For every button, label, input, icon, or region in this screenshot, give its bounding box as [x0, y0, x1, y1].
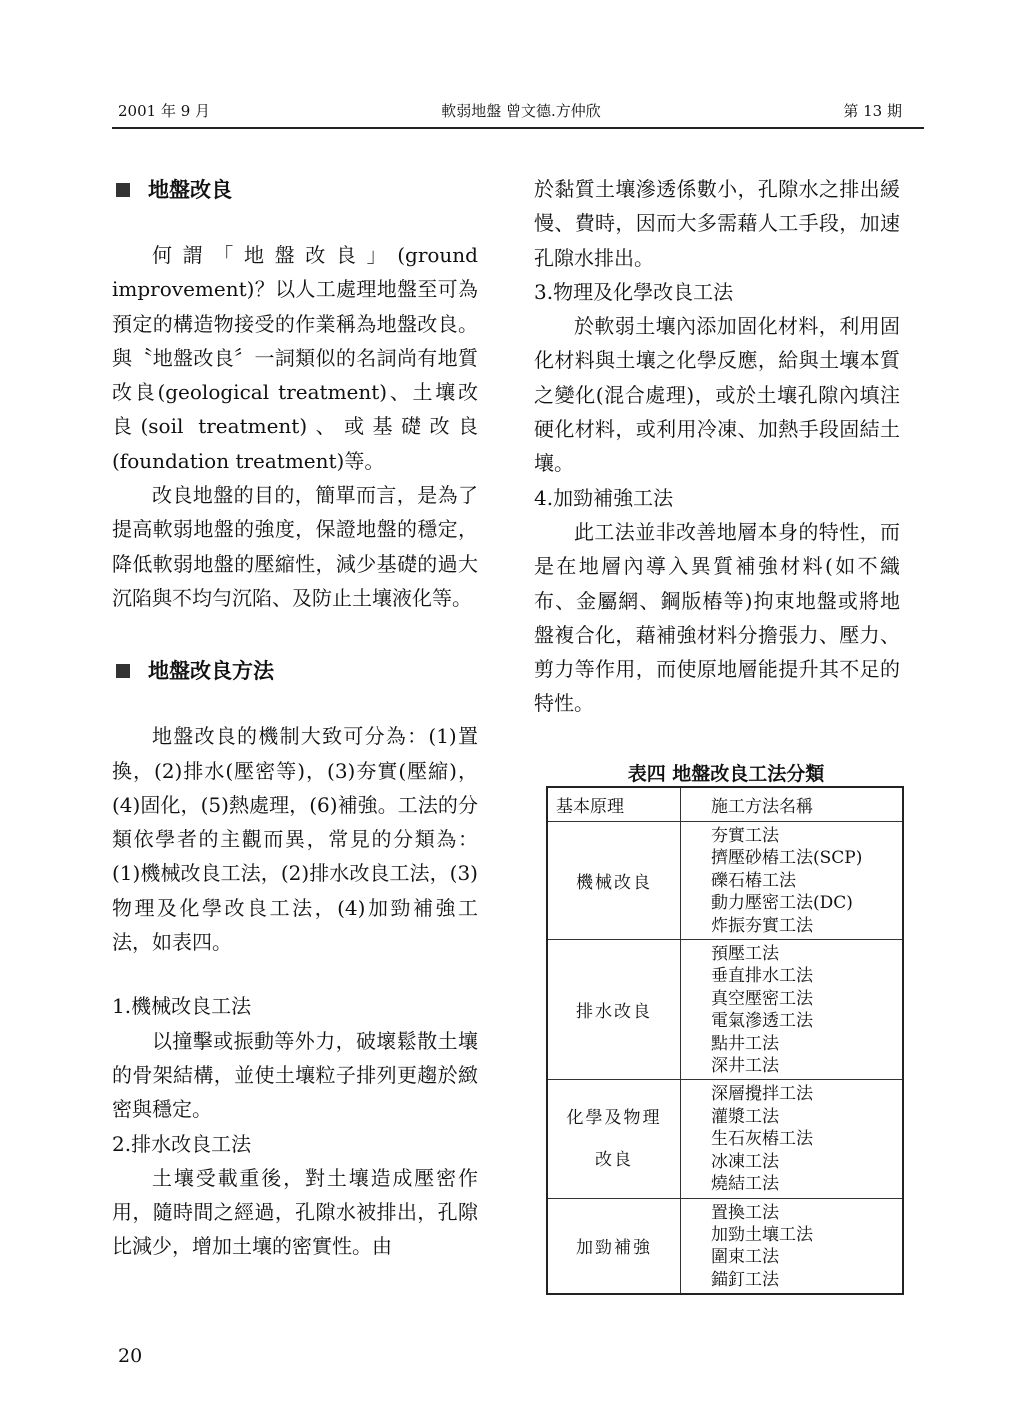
- method-item: 置換工法: [711, 1202, 779, 1223]
- table-cell-principle: 排水改良: [547, 940, 681, 1080]
- method-item: 錨釘工法: [711, 1269, 779, 1290]
- subheading: 2.排水改良工法: [112, 1131, 252, 1156]
- paragraph: 土壤受載重後，對土壤造成壓密作用，隨時間之經過，孔隙水被排出，孔隙比減少，增加土壤的密實性。由: [112, 1165, 478, 1259]
- method-item: 冰凍工法: [711, 1151, 779, 1172]
- method-item: 炸振夯實工法: [711, 915, 813, 936]
- method-item: 生石灰樁工法: [711, 1129, 813, 1150]
- table-header-principle: 基本原理: [547, 787, 681, 822]
- paragraph: 於黏質土壤滲透係數小，孔隙水之排出緩慢、費時，因而大多需藉人工手段，加速孔隙水排出。: [534, 177, 900, 270]
- method-item: 預壓工法: [711, 944, 779, 965]
- method-item: 真空壓密工法: [711, 988, 813, 1009]
- method-item: 深層攪拌工法: [711, 1084, 813, 1105]
- table-title: 表四 地盤改良工法分類: [627, 763, 825, 785]
- method-item: 礫石樁工法: [711, 870, 796, 891]
- table-cell-methods: [681, 940, 904, 1080]
- principle-line: 改良: [595, 1149, 633, 1170]
- table-row: [547, 822, 903, 940]
- method-item: 燒結工法: [711, 1174, 779, 1195]
- table-cell-principle: 機械改良: [547, 822, 681, 940]
- square-bullet-icon: [116, 183, 130, 197]
- table-cell-methods: [681, 1080, 904, 1198]
- table-cell-methods: [681, 822, 904, 940]
- table-cell-methods: [681, 1198, 904, 1294]
- square-bullet-icon: [116, 664, 130, 678]
- paragraph: 此工法並非改善地層本身的特性，而是在地層內導入異質補強材料(如不織布、金屬網、鋼版樁等)拘束地盤或將地盤複合化，藉補強材料分擔張力、壓力、剪力等作用，而使原地層能提升其不足的特性。: [534, 519, 900, 716]
- header-rule: [112, 127, 924, 129]
- right-column: [534, 172, 900, 721]
- header-issue: 第 13 期: [843, 102, 902, 120]
- table-row: [547, 1080, 903, 1198]
- method-item: 電氣滲透工法: [711, 1011, 813, 1032]
- paragraph: 改良地盤的目的，簡單而言，是為了提高軟弱地盤的強度，保證地盤的穩定，降低軟弱地盤的壓縮性，減少基礎的過大沉陷與不均勻沉陷、及防止土壤液化等。: [112, 483, 478, 610]
- paragraph: 地盤改良的機制大致可分為：(1)置換，(2)排水(壓密等)，(3)夯實(壓縮)，(4)固化，(5)熱處理，(6)補強。工法的分類依學者的主觀而異，常見的分類為：(1)機械改良工法，(2)排水改良工法，(3)物理及化學改良工法，(4)加勁補強工法，如表四。: [112, 724, 478, 955]
- paragraph: 於軟弱土壤內添加固化材料，利用固化材料與土壤之化學反應，給與土壤本質之變化(混合處理)，或於土壤孔隙內填注硬化材料，或利用冷凍、加熱手段固結土壤。: [534, 314, 900, 476]
- subheading: 4.加勁補強工法: [534, 485, 674, 510]
- page-number: 20: [118, 1345, 143, 1367]
- table-header-row: [547, 787, 903, 822]
- subheading: 1.機械改良工法: [112, 994, 252, 1019]
- table-row: [547, 940, 903, 1080]
- method-item: 圍束工法: [711, 1247, 779, 1268]
- section-heading-methods: [112, 653, 478, 689]
- left-column: [112, 172, 478, 1264]
- table-row: [547, 1198, 903, 1294]
- page-header: [118, 96, 924, 124]
- method-item: 垂直排水工法: [711, 966, 813, 987]
- header-title: 軟弱地盤 曾文德.方仲欣: [441, 102, 601, 120]
- subheading: 3.物理及化學改良工法: [534, 279, 734, 304]
- methods-table: [546, 786, 904, 1295]
- method-item: 加勁土壤工法: [711, 1224, 813, 1245]
- header-date: 2001 年 9 月: [118, 102, 211, 120]
- method-item: 夯實工法: [711, 826, 779, 846]
- method-item: 深井工法: [711, 1056, 779, 1077]
- method-item: 動力壓密工法(DC): [711, 893, 853, 914]
- principle-line: 化學及物理: [566, 1107, 662, 1128]
- table-cell-principle: [547, 1080, 681, 1198]
- paragraph: 以撞擊或振動等外力，破壞鬆散土壤的骨架結構，並使土壤粒子排列更趨於緻密與穩定。: [112, 1028, 478, 1122]
- method-item: 點井工法: [711, 1033, 779, 1054]
- section-heading-text: 地盤改良: [148, 177, 232, 202]
- paragraph: 何謂「地盤改良」(ground improvement)？以人工處理地盤至可為預定的構造物接受的作業稱為地盤改良。與〝地盤改良〞一詞類似的名詞尚有地質改良(geological treatment)、土壤改良(soil treatment)、或基礎改良(foundation treatment)等。: [112, 243, 478, 473]
- method-item: 灌漿工法: [711, 1106, 779, 1127]
- section-heading-ground-improvement: [112, 172, 478, 208]
- table-header-methods: 施工方法名稱: [681, 787, 904, 822]
- section-heading-text: 地盤改良方法: [148, 659, 274, 684]
- method-item: 擠壓砂樁工法(SCP): [711, 848, 863, 869]
- table-cell-principle: 加勁補強: [547, 1198, 681, 1294]
